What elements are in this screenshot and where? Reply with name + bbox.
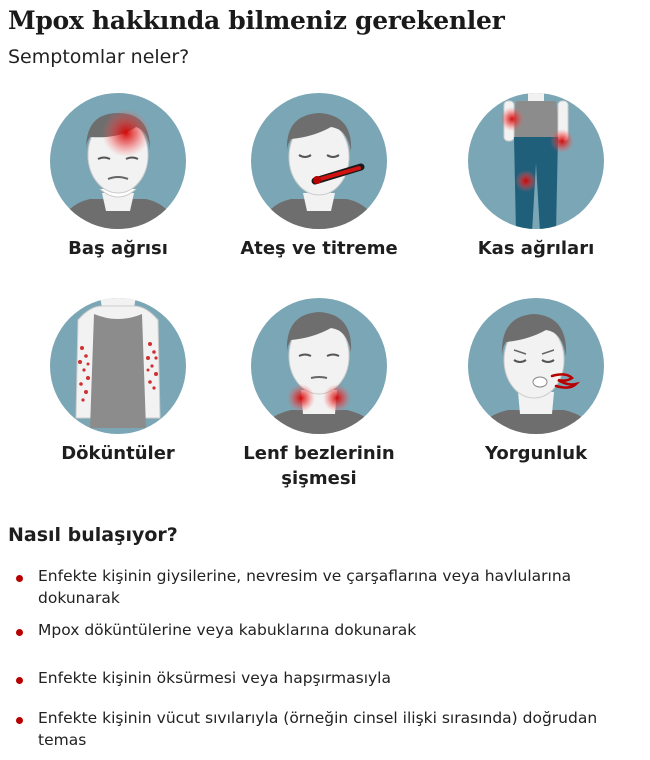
list-item-text: Mpox döküntülerine veya kabuklarına dokunarak (38, 621, 417, 639)
swollen-lymph-nodes-icon (251, 298, 387, 434)
rash-icon (50, 298, 186, 434)
bullet-icon (16, 677, 23, 684)
list-item (38, 619, 638, 641)
transmission-title: Nasıl bulaşıyor? (8, 524, 178, 546)
symptom-fever (219, 93, 419, 261)
symptom-label-fatigue: Yorgunluk (484, 443, 588, 464)
symptom-rash (18, 298, 218, 466)
muscle-ache-icon (468, 93, 604, 229)
fatigue-icon (468, 298, 604, 434)
symptom-muscle-ache (436, 93, 636, 261)
fever-thermometer-icon (251, 93, 387, 229)
list-item (38, 565, 638, 609)
headache-icon (50, 93, 186, 229)
symptom-headache (18, 93, 218, 261)
list-item-text: Enfekte kişinin öksürmesi veya hapşırmasıyla (38, 669, 391, 687)
label-line-2: şişmesi (281, 468, 357, 489)
list-item-text: Enfekte kişinin vücut sıvılarıyla (örneğin cinsel ilişki sırasında) doğrudan temas (38, 709, 598, 749)
list-item (38, 707, 638, 751)
bullet-icon (16, 575, 23, 582)
symptom-swollen-lymph-nodes (219, 298, 419, 491)
list-item (38, 667, 638, 689)
symptom-label-fever: Ateş ve titreme (240, 238, 398, 259)
symptom-label-rash: Döküntüler (61, 443, 175, 464)
symptom-fatigue (436, 298, 636, 466)
page-title: Mpox hakkında bilmeniz gerekenler (8, 6, 505, 35)
symptom-label-muscle-ache: Kas ağrıları (477, 238, 595, 259)
page-subtitle: Semptomlar neler? (8, 46, 190, 68)
list-item-text: Enfekte kişinin giysilerine, nevresim ve çarşaflarına veya havlularına dokunarak (38, 567, 572, 607)
symptom-label-swollen-lymph-nodes (219, 441, 419, 491)
symptom-label-headache: Baş ağrısı (68, 238, 168, 259)
bullet-icon (16, 629, 23, 636)
label-line-1: Lenf bezlerinin (243, 443, 395, 464)
bullet-icon (16, 717, 23, 724)
